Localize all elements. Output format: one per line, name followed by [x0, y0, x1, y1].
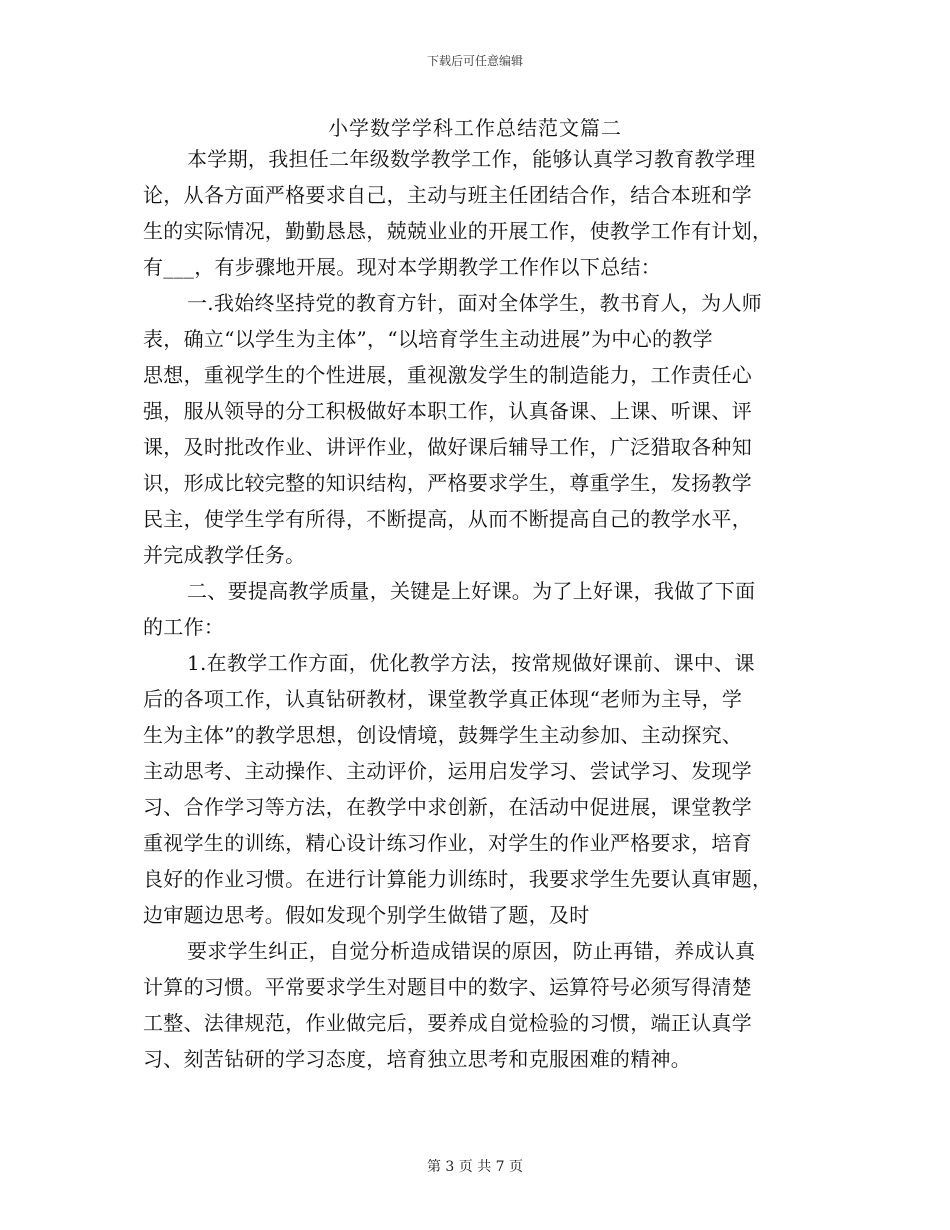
text-line: 二、要提高教学质量，关键是上好课。为了上好课，我做了下面	[187, 579, 756, 603]
text-line: 一.我始终坚持党的教育方针，面对全体学生，教书育人，为人师	[187, 291, 763, 315]
text-line: 良好的作业习惯。在进行计算能力训练时，我要求学生先要认真审题，	[143, 867, 773, 891]
text-line: 边审题边思考。假如发现个别学生做错了题，及时	[143, 903, 590, 927]
document-body	[143, 141, 809, 1077]
text-line: 重视学生的训练，精心设计练习作业，对学生的作业严格要求，培育	[143, 831, 752, 855]
text-line: 强，服从领导的分工积极做好本职工作，认真备课、上课、听课、评	[143, 399, 752, 423]
page-number: 第 3 页 共 7 页	[426, 1159, 524, 1175]
text-line: 的工作：	[143, 615, 225, 639]
text-line: 识，形成比较完整的知识结构，严格要求学生，尊重学生，发扬教学	[143, 471, 752, 495]
text-line: 论，从各方面严格要求自己，主动与班主任团结合作，结合本班和学	[143, 183, 752, 207]
text-line: 后的各项工作，认真钻研教材，课堂教学真正体现“老师为主导，学	[143, 687, 743, 711]
text-line: 思想，重视学生的个性进展，重视激发学生的制造能力，工作责任心	[143, 363, 752, 387]
text-line: 表，确立“以学生为主体”，“以培育学生主动进展”为中心的教学	[143, 327, 713, 351]
text-line: 习、刻苦钻研的学习态度，培育独立思考和克服困难的精神。	[143, 1047, 692, 1071]
text-line: 要求学生纠正，自觉分析造成错误的原因，防止再错，养成认真	[187, 939, 756, 963]
page-header-note: 下载后可任意编辑	[426, 54, 523, 68]
text-line: 主动思考、主动操作、主动评价，运用启发学习、尝试学习、发现学	[143, 759, 752, 783]
text-line: 1.在教学工作方面，优化教学方法，按常规做好课前、课中、课	[187, 651, 755, 675]
text-line: 本学期，我担任二年级数学教学工作，能够认真学习教育教学理	[187, 147, 756, 171]
text-line: 并完成教学任务。	[143, 543, 306, 567]
text-line: 生为主体”的教学思想，创设情境，鼓舞学生主动参加、主动探究、	[143, 723, 743, 747]
text-line: 课，及时批改作业、讲评作业，做好课后辅导工作，广泛猎取各种知	[143, 435, 752, 459]
text-line: 民主，使学生学有所得，不断提高，从而不断提高自己的教学水平，	[143, 507, 752, 531]
text-line: 计算的习惯。平常要求学生对题目中的数字、运算符号必须写得清楚	[143, 975, 752, 999]
document-title: 小学数学学科工作总结范文篇二	[328, 116, 622, 140]
text-line: 习、合作学习等方法，在教学中求创新，在活动中促进展，课堂教学	[143, 795, 752, 819]
text-line: 工整、法律规范，作业做完后，要养成自觉检验的习惯，端正认真学	[143, 1011, 752, 1035]
text-line: 有___，有步骤地开展。现对本学期教学工作作以下总结：	[143, 255, 662, 279]
text-line: 生的实际情况，勤勤恳恳，兢兢业业的开展工作，使教学工作有计划，	[143, 219, 773, 243]
